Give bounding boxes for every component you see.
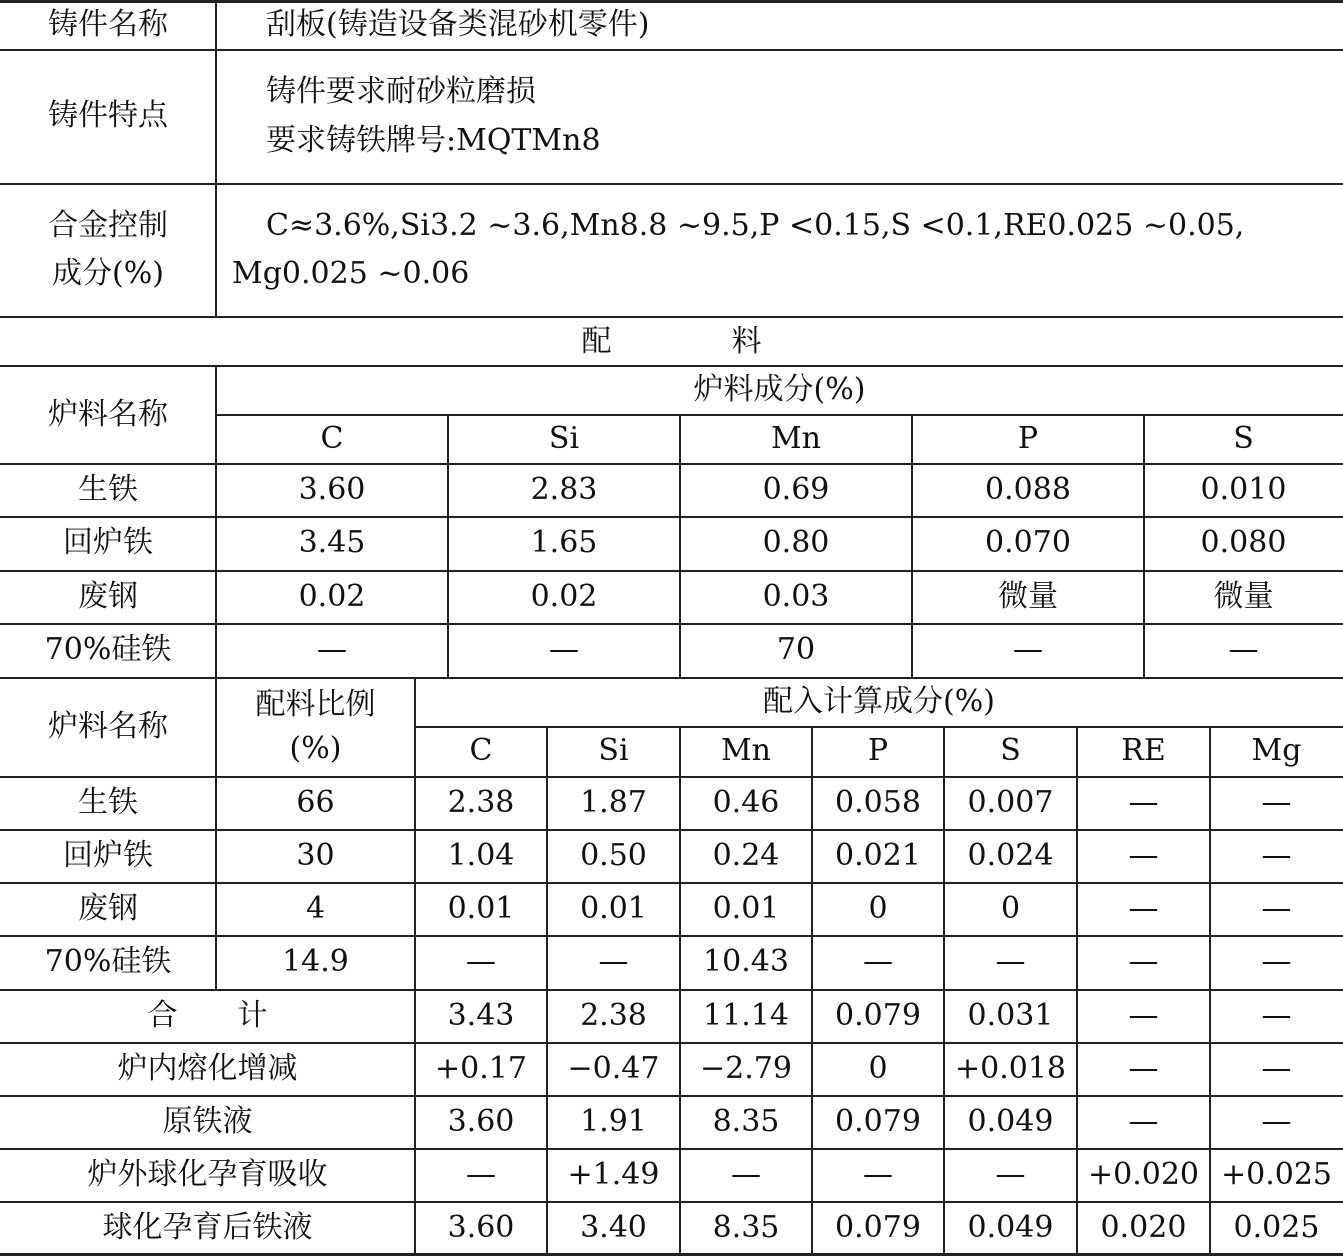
- alloy-composition: [232, 184, 1340, 316]
- charge-col-header: Si: [548, 421, 580, 457]
- summary-cell: 3.60: [447, 1104, 515, 1140]
- summary-row-name: 原铁液: [162, 1104, 253, 1140]
- calc-col-header: Mn: [720, 733, 772, 769]
- grid-line-v: [414, 677, 416, 1254]
- casting-name-value: 刮板(铸造设备类混砂机零件): [266, 7, 650, 43]
- calc-row-ratio: 66: [296, 785, 335, 821]
- summary-cell: 0.020: [1100, 1210, 1187, 1246]
- calc-row-name: 回炉铁: [63, 838, 153, 874]
- charge-col-header: P: [1017, 421, 1039, 457]
- charge-cell: 70: [776, 632, 816, 668]
- grid-line-h: [0, 570, 1343, 572]
- calc-cell: —: [995, 944, 1026, 980]
- summary-cell: −0.47: [567, 1051, 660, 1087]
- charge-cell: 3.60: [298, 472, 366, 508]
- calc-col-header: Si: [598, 733, 629, 769]
- summary-cell: 3.43: [447, 998, 515, 1034]
- summary-cell: 0.079: [835, 1104, 921, 1140]
- summary-cell: 0.025: [1233, 1210, 1320, 1246]
- calc-cell: 10.43: [703, 944, 789, 980]
- charge-cell: —: [549, 632, 579, 668]
- calc-col-header: C: [469, 733, 493, 769]
- summary-cell: +1.49: [567, 1157, 660, 1193]
- calc-cell: 0.007: [967, 785, 1054, 821]
- calc-cell: —: [1261, 944, 1292, 980]
- grid-line-h: [0, 49, 1343, 51]
- calc-cell: —: [1128, 838, 1159, 874]
- grid-line-v: [911, 414, 913, 677]
- casting-name-label: 铸件名称: [48, 7, 168, 43]
- summary-cell: 0: [868, 1051, 888, 1087]
- charge-col-header: C: [320, 421, 344, 457]
- grid-line-v: [679, 414, 681, 677]
- alloy-label-line-1: 合金控制: [48, 207, 168, 243]
- charge-cell: —: [1013, 632, 1043, 668]
- grid-line-h: [0, 516, 1343, 518]
- charge-group-header: 炉料成分(%): [693, 372, 866, 408]
- calc-cell: —: [1128, 785, 1159, 821]
- grid-line-h: [0, 1095, 1343, 1097]
- calc-cell: 0: [1000, 891, 1021, 927]
- grid-line-v: [215, 0, 217, 316]
- summary-cell: —: [995, 1157, 1026, 1193]
- summary-cell: +0.025: [1220, 1157, 1333, 1193]
- charge-col-header: Mn: [770, 421, 822, 457]
- ratio-header-line-2: (%): [289, 731, 342, 766]
- calc-cell: 0.24: [712, 838, 780, 874]
- charge-cell: 微量: [1213, 579, 1274, 615]
- charge-cell: 1.65: [530, 525, 598, 561]
- grid-line-h: [0, 776, 1343, 778]
- charge-row-name: 废钢: [78, 579, 138, 615]
- grid-line-v: [1143, 414, 1145, 677]
- calc-name-header: 炉料名称: [48, 708, 168, 744]
- calc-cell: —: [1128, 944, 1159, 980]
- summary-cell: —: [863, 1157, 893, 1193]
- summary-cell: 11.14: [703, 998, 789, 1034]
- summary-row-name: 炉外球化孕育吸收: [87, 1157, 328, 1193]
- calc-cell: 0.021: [835, 838, 921, 874]
- ratio-header-line-1: 配料比例: [255, 686, 376, 722]
- grid-line-h: [0, 1201, 1343, 1203]
- calc-row-name: 废钢: [78, 891, 138, 927]
- grid-line-h: [0, 882, 1343, 884]
- features-label: 铸件特点: [48, 98, 168, 134]
- summary-cell: —: [1128, 998, 1159, 1034]
- charge-cell: —: [317, 632, 347, 668]
- summary-cell: —: [1261, 1104, 1292, 1140]
- summary-cell: —: [1261, 1051, 1292, 1087]
- alloy-line-2: Mg0.025 ~0.06: [232, 256, 470, 291]
- calc-cell: 1.04: [447, 838, 515, 874]
- grid-line-v: [811, 726, 813, 1254]
- summary-cell: 3.60: [447, 1210, 515, 1246]
- calc-cell: —: [863, 944, 893, 980]
- summary-cell: —: [1128, 1104, 1159, 1140]
- grid-line-v: [1209, 726, 1211, 1254]
- summary-cell: 2.38: [580, 998, 647, 1034]
- grid-line-h: [0, 463, 1343, 465]
- features-line-1: 铸件要求耐砂粒磨损: [266, 74, 536, 109]
- summary-row-name: 球化孕育后铁液: [102, 1210, 313, 1246]
- calc-col-header: P: [867, 733, 889, 769]
- summary-cell: —: [1128, 1051, 1159, 1087]
- charge-cell: —: [1228, 632, 1259, 668]
- summary-cell: 8.35: [712, 1104, 780, 1140]
- calc-row-ratio: 4: [305, 891, 326, 927]
- summary-cell: 0.049: [967, 1104, 1054, 1140]
- calc-cell: —: [1261, 785, 1292, 821]
- charge-cell: 0.010: [1200, 472, 1287, 508]
- summary-cell: —: [1261, 998, 1292, 1034]
- charge-name-header: 炉料名称: [48, 396, 168, 432]
- calc-cell: 0.01: [580, 891, 647, 927]
- grid-line-v: [215, 365, 217, 677]
- calc-col-header: RE: [1121, 733, 1166, 769]
- section-title: 配 料: [581, 323, 762, 359]
- grid-line-v: [943, 726, 945, 1254]
- calc-cell: —: [598, 944, 629, 980]
- grid-line-h: [0, 1042, 1343, 1044]
- summary-cell: 0.079: [835, 998, 921, 1034]
- grid-line-h: [0, 677, 1343, 679]
- grid-line-h: [0, 0, 1343, 3]
- charge-cell: 0.69: [762, 472, 830, 508]
- summary-row-name: 炉内熔化增减: [117, 1051, 298, 1087]
- grid-line-h: [0, 989, 1343, 991]
- summary-cell: +0.018: [954, 1051, 1067, 1087]
- calc-col-header: S: [1000, 733, 1021, 769]
- charge-row-name: 生铁: [78, 472, 138, 508]
- calc-cell: 0.50: [580, 838, 647, 874]
- summary-cell: +0.17: [435, 1051, 527, 1087]
- summary-cell: 0.049: [967, 1210, 1054, 1246]
- grid-line-h: [0, 829, 1343, 831]
- grid-line-v: [447, 414, 449, 677]
- grid-line-h: [0, 1148, 1343, 1150]
- grid-line-h: [0, 935, 1343, 937]
- summary-cell: −2.79: [700, 1051, 792, 1087]
- calc-row-name: 70%硅铁: [44, 944, 172, 980]
- features-line-2: 要求铸铁牌号:MQTMn8: [266, 122, 601, 158]
- summary-cell: —: [466, 1157, 496, 1193]
- grid-line-h: [216, 414, 1343, 416]
- charge-cell: 2.83: [530, 472, 598, 508]
- summary-cell: 0.031: [967, 998, 1054, 1034]
- grid-line-h: [0, 316, 1343, 318]
- ratio-header: [216, 678, 415, 776]
- calc-cell: 0.024: [967, 838, 1054, 874]
- alloy-line-1: C≈3.6%,Si3.2 ~3.6,Mn8.8 ~9.5,P <0.15,S <0.1,RE0.025 ~0.05,: [266, 207, 1245, 243]
- charge-cell: 0.02: [298, 579, 366, 615]
- alloy-label: [0, 184, 216, 316]
- calc-cell: 0.01: [712, 891, 780, 927]
- grid-line-v: [215, 677, 217, 989]
- calc-row-ratio: 14.9: [282, 944, 349, 980]
- summary-cell: 8.35: [712, 1210, 780, 1246]
- summary-cell: 3.40: [580, 1210, 647, 1246]
- grid-line-v: [1076, 726, 1078, 1254]
- calc-group-header: 配入计算成分(%): [763, 684, 995, 720]
- calc-cell: 0.01: [447, 891, 515, 927]
- calc-row-ratio: 30: [296, 838, 335, 874]
- calc-cell: —: [1128, 891, 1159, 927]
- summary-cell: 0.079: [835, 1210, 921, 1246]
- calc-row-name: 生铁: [78, 785, 138, 821]
- charge-cell: 微量: [998, 579, 1058, 615]
- calc-cell: —: [1261, 838, 1292, 874]
- calc-cell: 0: [868, 891, 888, 927]
- grid-line-v: [679, 726, 681, 1254]
- summary-cell: —: [731, 1157, 761, 1193]
- charge-cell: 0.03: [762, 579, 830, 615]
- charge-cell: 0.02: [530, 579, 598, 615]
- grid-line-h: [0, 365, 1343, 367]
- calc-cell: 1.87: [580, 785, 647, 821]
- charge-cell: 3.45: [298, 525, 366, 561]
- charge-cell: 0.070: [985, 525, 1071, 561]
- charge-col-header: S: [1233, 421, 1254, 457]
- calc-cell: —: [1261, 891, 1292, 927]
- charge-cell: 0.088: [985, 472, 1071, 508]
- grid-line-v: [546, 726, 548, 1254]
- grid-line-h: [415, 726, 1343, 728]
- charge-row-name: 回炉铁: [63, 525, 153, 561]
- grid-line-h: [0, 183, 1343, 185]
- charge-row-name: 70%硅铁: [44, 632, 172, 668]
- features-text: [266, 50, 1336, 183]
- summary-cell: +0.020: [1087, 1157, 1200, 1193]
- charge-cell: 0.80: [762, 525, 830, 561]
- alloy-label-line-2: 成分(%): [52, 256, 164, 291]
- calc-col-header: Mg: [1251, 733, 1302, 769]
- summary-cell: 1.91: [580, 1104, 647, 1140]
- calc-cell: —: [466, 944, 496, 980]
- calc-cell: 2.38: [447, 785, 515, 821]
- calc-cell: 0.058: [835, 785, 921, 821]
- summary-row-name: 合 计: [147, 998, 268, 1034]
- grid-line-h: [0, 623, 1343, 625]
- calc-cell: 0.46: [712, 785, 780, 821]
- charge-cell: 0.080: [1200, 525, 1287, 561]
